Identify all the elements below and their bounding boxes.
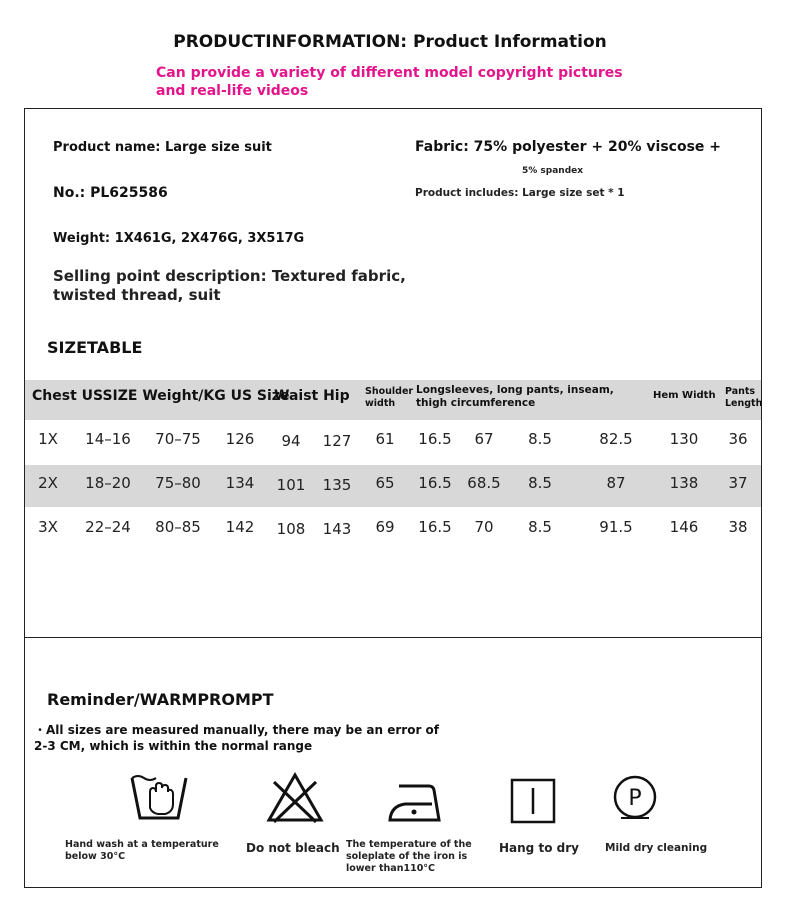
header-hem-width: Hem Width bbox=[653, 390, 716, 401]
iron-low-label: The temperature of the soleplate of the iron is lower than110°C bbox=[346, 839, 472, 874]
table-cell: 8.5 bbox=[528, 518, 552, 536]
product-includes: Product includes: Large size set * 1 bbox=[415, 187, 625, 199]
table-cell: 70–75 bbox=[155, 430, 201, 448]
table-cell: 75–80 bbox=[155, 474, 201, 492]
table-cell: 138 bbox=[669, 474, 699, 492]
table-cell: 142 bbox=[225, 518, 255, 536]
table-cell: 36 bbox=[728, 430, 748, 448]
table-cell: 146 bbox=[669, 518, 699, 536]
table-cell: 127 bbox=[322, 432, 352, 450]
header-pants-length: Pants Length bbox=[725, 386, 763, 409]
svg-text:P: P bbox=[628, 786, 642, 811]
table-cell: 37 bbox=[728, 474, 748, 492]
table-cell: 69 bbox=[375, 518, 395, 536]
table-cell: 135 bbox=[322, 476, 352, 494]
reminder-note: ・All sizes are measured manually, there may be an error of 2-3 CM, which is within the normal range bbox=[34, 723, 440, 753]
table-cell: 16.5 bbox=[418, 474, 452, 492]
promo-text: Can provide a variety of different model copyright pictures and real-life videos bbox=[156, 65, 623, 99]
table-cell: 94 bbox=[281, 432, 301, 450]
table-cell: 16.5 bbox=[418, 518, 452, 536]
product-name: Product name: Large size suit bbox=[53, 140, 272, 155]
hang-dry-label: Hang to dry bbox=[499, 841, 579, 855]
product-number: No.: PL625586 bbox=[53, 185, 168, 201]
table-cell: 38 bbox=[728, 518, 748, 536]
table-cell: 67 bbox=[474, 430, 494, 448]
fabric: Fabric: 75% polyester + 20% viscose + bbox=[415, 139, 722, 155]
table-cell: 80–85 bbox=[155, 518, 201, 536]
header-sleeves: Longsleeves, long pants, inseam, thigh circumference bbox=[416, 384, 614, 409]
dry-clean-icon bbox=[612, 774, 658, 820]
hang-dry-icon bbox=[510, 778, 556, 824]
page-title: PRODUCTINFORMATION: Product Information bbox=[173, 32, 607, 52]
header-chest-size-weight: Chest USSIZE Weight/KG US Size bbox=[32, 388, 290, 404]
table-cell: 108 bbox=[276, 520, 306, 538]
table-cell: 2X bbox=[38, 474, 58, 492]
header-shoulder: Shoulder width bbox=[365, 386, 414, 409]
table-cell: 130 bbox=[669, 430, 699, 448]
table-cell: 18–20 bbox=[85, 474, 131, 492]
table-cell: 16.5 bbox=[418, 430, 452, 448]
table-cell: 22–24 bbox=[85, 518, 131, 536]
no-bleach-label: Do not bleach bbox=[246, 841, 340, 855]
size-table-title: SIZETABLE bbox=[47, 338, 143, 357]
table-cell: 87 bbox=[606, 474, 626, 492]
table-cell: 101 bbox=[276, 476, 306, 494]
table-cell: 91.5 bbox=[599, 518, 633, 536]
table-cell: 14–16 bbox=[85, 430, 131, 448]
hand-wash-icon bbox=[130, 774, 188, 822]
header-waist-hip: Waist Hip bbox=[274, 388, 350, 404]
iron-low-icon bbox=[387, 778, 443, 826]
fabric-continued: 5% spandex bbox=[522, 166, 584, 176]
table-cell: 8.5 bbox=[528, 430, 552, 448]
table-cell: 134 bbox=[225, 474, 255, 492]
dry-clean-label: Mild dry cleaning bbox=[605, 842, 708, 854]
no-bleach-icon bbox=[266, 772, 324, 824]
product-weight: Weight: 1X461G, 2X476G, 3X517G bbox=[53, 231, 305, 246]
hand-wash-label: Hand wash at a temperature below 30°C bbox=[65, 839, 219, 862]
table-cell: 8.5 bbox=[528, 474, 552, 492]
table-cell: 143 bbox=[322, 520, 352, 538]
table-cell: 61 bbox=[375, 430, 395, 448]
table-cell: 65 bbox=[375, 474, 395, 492]
table-cell: 1X bbox=[38, 430, 58, 448]
table-cell: 126 bbox=[225, 430, 255, 448]
table-cell: 70 bbox=[474, 518, 494, 536]
table-cell: 3X bbox=[38, 518, 58, 536]
table-cell: 82.5 bbox=[599, 430, 633, 448]
selling-point: Selling point description: Textured fabric, twisted thread, suit bbox=[53, 267, 406, 304]
table-cell: 68.5 bbox=[467, 474, 501, 492]
reminder-title: Reminder/WARMPROMPT bbox=[47, 690, 274, 709]
